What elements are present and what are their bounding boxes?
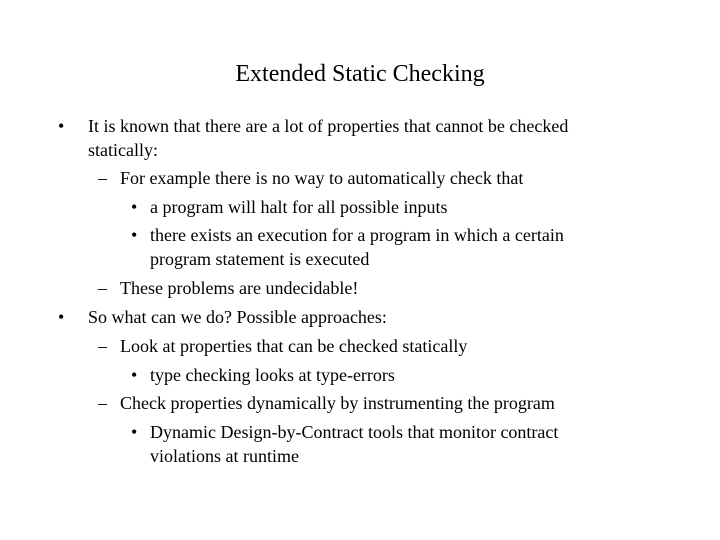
bullet-text: It is known that there are a lot of properties that cannot be checked <box>88 116 569 136</box>
sub-sub-bullet-text: there exists an execution for a program in which a certain <box>150 225 564 245</box>
sub-sub-bullet-text: violations at runtime <box>150 446 299 466</box>
bullet-icon: • <box>58 307 65 327</box>
bullet-icon: • <box>131 422 138 442</box>
dash-icon: – <box>98 278 107 298</box>
sub-sub-bullet-text: Dynamic Design-by-Contract tools that monitor contract <box>150 422 559 442</box>
dash-icon: – <box>98 393 107 413</box>
sub-bullet-text: Check properties dynamically by instrumenting the program <box>120 393 555 413</box>
bullet-text: statically: <box>88 140 158 160</box>
sub-bullet-text: For example there is no way to automatically check that <box>120 168 524 188</box>
sub-sub-bullet-text: program statement is executed <box>150 249 370 269</box>
dash-icon: – <box>98 168 107 188</box>
sub-sub-bullet-text: type checking looks at type-errors <box>150 365 395 385</box>
sub-bullet-text: These problems are undecidable! <box>120 278 359 298</box>
sub-sub-bullet-text: a program will halt for all possible inputs <box>150 197 448 217</box>
dash-icon: – <box>98 336 107 356</box>
sub-bullet-text: Look at properties that can be checked statically <box>120 336 468 356</box>
bullet-text: So what can we do? Possible approaches: <box>88 307 387 327</box>
bullet-icon: • <box>58 116 65 136</box>
slide-title: Extended Static Checking <box>235 61 485 87</box>
bullet-icon: • <box>131 225 138 245</box>
bullet-icon: • <box>131 197 138 217</box>
bullet-icon: • <box>131 365 138 385</box>
